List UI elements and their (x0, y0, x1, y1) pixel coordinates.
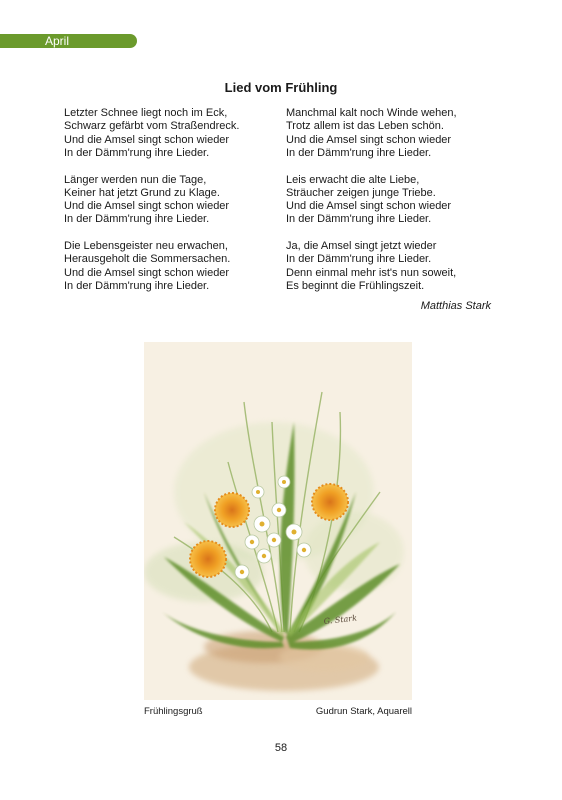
poem-line: Denn einmal mehr ist's nun soweit, (286, 266, 457, 279)
page-number: 58 (274, 742, 288, 754)
poem-line: In der Dämm'rung ihre Lieder. (64, 146, 210, 159)
stanza (64, 240, 274, 293)
painting-signature: G. Stark (323, 613, 358, 626)
poem-line: In der Dämm'rung ihre Lieder. (286, 213, 432, 226)
poem-line: Und die Amsel singt schon wieder (286, 200, 452, 213)
poem-line: Sträucher zeigen junge Triebe. (286, 186, 436, 199)
poem-line: Und die Amsel singt schon wieder (64, 200, 230, 213)
month-tab (0, 34, 137, 48)
poem-author: Matthias Stark (420, 300, 491, 312)
poem-line: Und die Amsel singt schon wieder (64, 266, 230, 279)
poem-line: Es beginnt die Frühlingszeit. (286, 280, 425, 293)
poem-line: In der Dämm'rung ihre Lieder. (64, 213, 210, 226)
watercolor-painting (144, 342, 412, 700)
poem-line: Keiner hat jetzt Grund zu Klage. (64, 186, 220, 199)
poem-line: In der Dämm'rung ihre Lieder. (286, 146, 432, 159)
poem-column-right (286, 107, 496, 307)
poem-line: Trotz allem ist das Leben schön. (286, 120, 444, 133)
stanza (286, 174, 496, 227)
painting-artist-caption: Gudrun Stark, Aquarell (315, 706, 412, 717)
stanza (64, 107, 274, 160)
poem-line: In der Dämm'rung ihre Lieder. (286, 253, 432, 266)
stanza (286, 107, 496, 160)
poem-title: Lied vom Frühling (224, 80, 338, 95)
poem-line: Herausgeholt die Sommersachen. (64, 253, 231, 266)
stanza (286, 240, 496, 293)
poem-line: Letzter Schnee liegt noch im Eck, (64, 107, 228, 119)
poem-line: In der Dämm'rung ihre Lieder. (64, 280, 210, 293)
month-label: April (45, 34, 70, 48)
poem-line: Schwarz gefärbt vom Straßendreck. (64, 120, 240, 133)
poem-line: Ja, die Amsel singt jetzt wieder (286, 240, 437, 253)
poem-line: Länger werden nun die Tage, (64, 173, 207, 186)
poem-line: Die Lebensgeister neu erwachen, (64, 240, 228, 253)
poem-line: Und die Amsel singt schon wieder (286, 133, 452, 146)
poem-column-left (64, 107, 274, 307)
stanza (64, 174, 274, 227)
painting-title-caption: Frühlingsgruß (144, 706, 203, 717)
poem-line: Manchmal kalt noch Winde wehen, (286, 107, 457, 119)
poem-line: Leis erwacht die alte Liebe, (286, 173, 420, 186)
poem-line: Und die Amsel singt schon wieder (64, 133, 230, 146)
